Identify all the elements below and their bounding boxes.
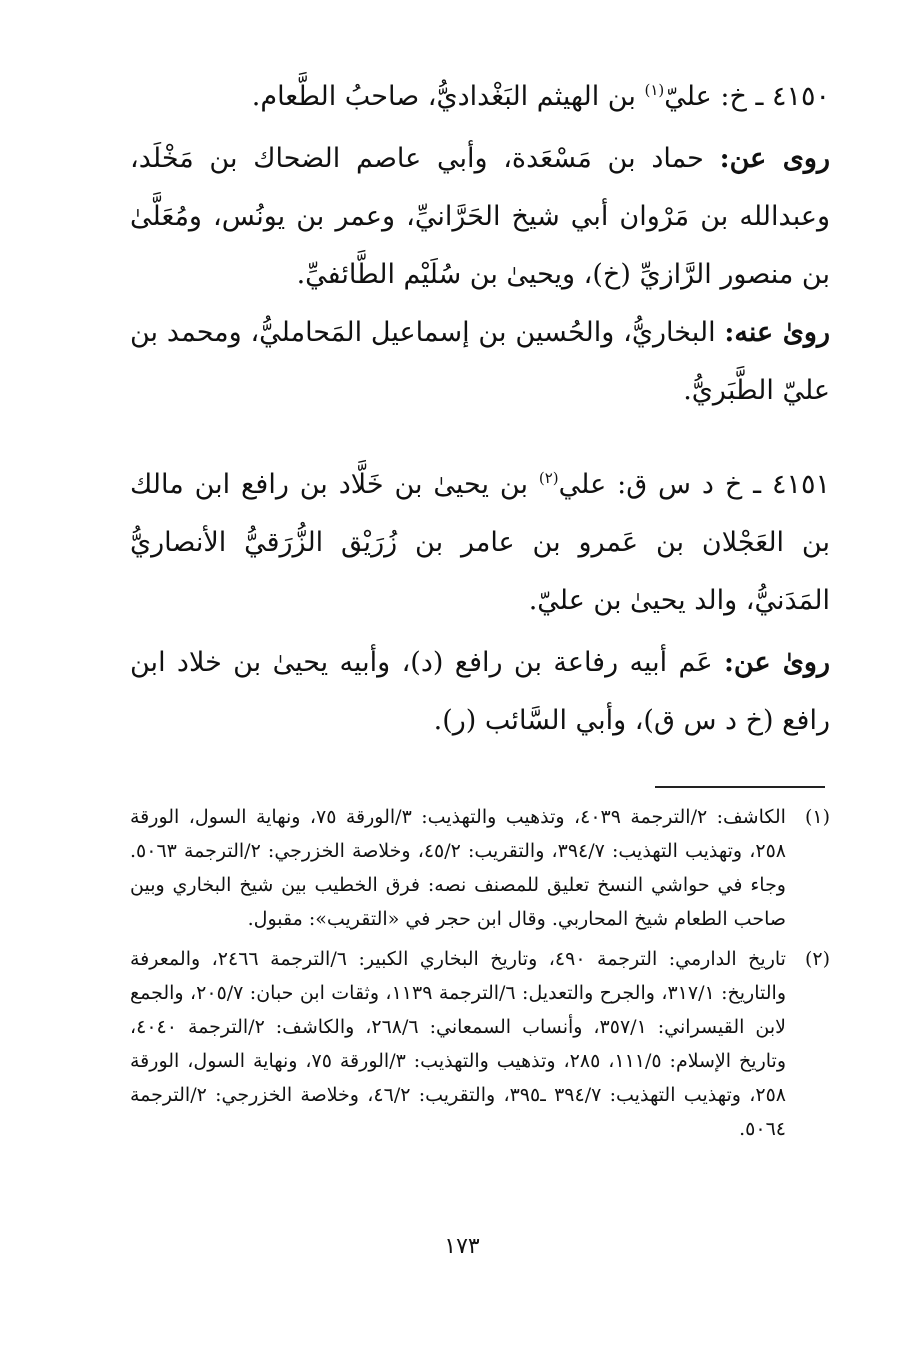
entry-heading-rest: بن الهيثم البَغْداديُّ، صاحبُ الطَّعام. <box>251 81 636 112</box>
narrated-from-paragraph <box>130 634 830 750</box>
footnote-text: تاريخ الدارمي: الترجمة ٤٩٠، وتاريخ البخاري الكبير: ٦/الترجمة ٢٤٦٦، والمعرفة والتاريخ: ٣١٧/١، والجرح والتعديل: ٦/الترجمة ١١٣٩، وثقات ابن حبان: ٢٠٥/٧، والجمع لابن القيسراني: ٣٥٧/١، وأنساب السمعاني: ٢٦٨/٦، والكاشف: ٢/الترجمة ٤٠٤٠، وتاريخ الإسلام: ١١١/٥، ٢٨٥، وتذهيب والتهذيب: ٣/الورقة ٧٥، ونهاية السول، الورقة ٢٥٨، وتهذيب التهذيب: ٣٩٤/٧ ـ٣٩٥، والتقريب: ٤٦/٢، وخلاصة الخزرجي: ٢/الترجمة ٥٠٦٤. <box>130 948 786 1140</box>
narrated-by-label: روىٰ عنه: <box>724 317 830 348</box>
footnote-number: (١) <box>804 806 830 828</box>
footnote-number: (٢) <box>804 948 830 970</box>
entry-separator <box>130 420 830 456</box>
entry-heading <box>130 68 830 126</box>
footnote-divider <box>655 786 825 788</box>
footnote-text: الكاشف: ٢/الترجمة ٤٠٣٩، وتذهيب والتهذيب: ٣/الورقة ٧٥، ونهاية السول، الورقة ٢٥٨، وتهذيب التهذيب: ٣٩٤/٧، والتقريب: ٤٥/٢، وخلاصة الخزرجي: ٢/الترجمة ٥٠٦٣. وجاء في حواشي النسخ تعليق للمصنف نصه: فرق الخطيب بين شيخ البخاري وبين صاحب الطعام شيخ المحاربي. وقال ابن حجر في «التقريب»: مقبول. <box>130 806 786 930</box>
entry-number-name: ٤١٥١ ـ خ د س ق: علي <box>558 469 830 500</box>
footnote <box>130 800 830 936</box>
footnote <box>130 942 830 1146</box>
page-number: ١٧٣ <box>444 1234 480 1259</box>
footnotes <box>130 800 830 1152</box>
narrated-from-paragraph <box>130 130 830 304</box>
footnote-reference: (١) <box>644 81 665 99</box>
entry-heading-rest: بن يحيىٰ بن خَلَّاد بن رافع ابن مالك بن العَجْلان بن عَمرو بن عامر بن زُرَيْق الزُّرَقيُّ الأنصاريُّ المَدَنيُّ، والد يحيىٰ بن عليّ. <box>130 469 830 616</box>
entry-heading <box>130 456 830 630</box>
narrated-by-text: البخاريُّ، والحُسين بن إسماعيل المَحامليُّ، ومحمد بن عليّ الطَّبَريُّ. <box>130 317 830 406</box>
entry-number-name: ٤١٥٠ ـ خ: عليّ <box>664 81 830 112</box>
narrated-from-text: عَم أبيه رفاعة بن رافع (د)، وأبيه يحيىٰ بن خلاد ابن رافع (خ د س ق)، وأبي السَّائب (ر). <box>130 647 830 736</box>
narrated-from-text: حماد بن مَسْعَدة، وأبي عاصم الضحاك بن مَخْلَد، وعبدالله بن مَرْوان أبي شيخ الحَرَّانيِّ، وعمر بن يونُس، ومُعَلَّىٰ بن منصور الرَّازيِّ (خ)، ويحيىٰ بن سُلَيْم الطَّائفيِّ. <box>130 143 830 290</box>
main-text <box>130 68 830 750</box>
footnote-reference: (٢) <box>538 469 559 487</box>
narrated-from-label: روى عن: <box>719 143 830 174</box>
narrated-from-label: روىٰ عن: <box>723 647 830 678</box>
narrated-by-paragraph <box>130 304 830 420</box>
